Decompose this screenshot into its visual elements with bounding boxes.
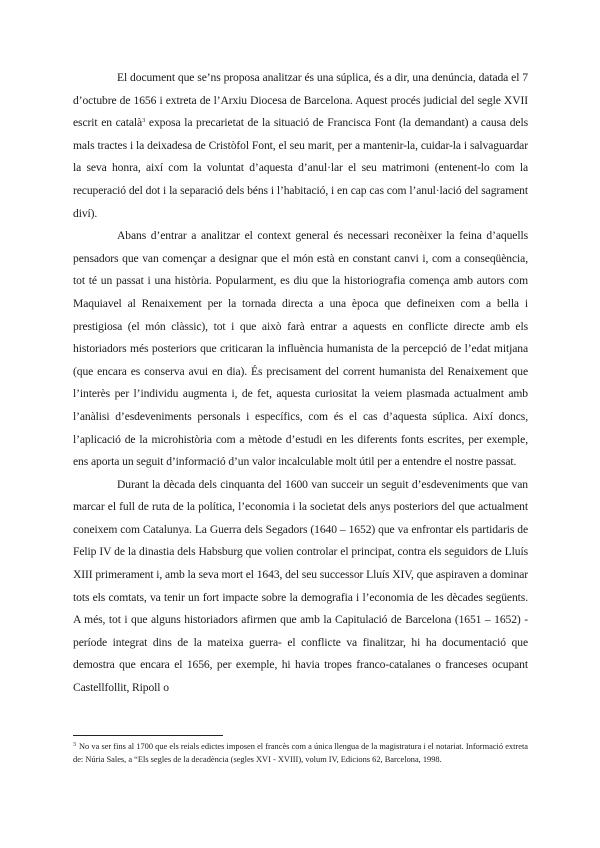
body-text — [73, 67, 528, 700]
paragraph-1 — [73, 67, 528, 225]
footnote-text: No va ser fins al 1700 que els reials edictes imposen el francès com a única llengua de la magistratura i el notariat. Informació extreta de: Núria Sales, a “Els segles de la decadència (segles XVI - XVIII), volum IV, Edicions 62, Barcelona, 1998. — [73, 742, 528, 764]
footnote-number: 3 — [73, 742, 76, 748]
paragraph-3: Durant la dècada dels cinquanta del 1600 van succeir un seguit d’esdeveniments que van marcar el full de ruta de la política, l’economia i la societat dels anys posteriors del que actualment coneixem com Catalunya. La Guerra dels Segadors (1640 – 1652) que va enfrontar els partidaris de Felip IV de la dinastia dels Habsburg que volien controlar el principat, contra els seguidors de Lluís XIII primerament i, amb la seva mort el 1643, del seu successor Lluís XIV, que aspiraven a dominar tots els comtats, va tenir un fort impacte sobre la demografia i l’economia de les dècades següents. A més, tot i que alguns historiadors afirmen que amb la Capitulació de Barcelona (1651 – 1652) -període integrat dins de la mateixa guerra- el conflicte va finalitzar, hi ha documentació que demostra que encara el 1656, per exemple, hi havia tropes franco-catalanes o franceses ocupant Castellfollit, Ripoll o — [73, 477, 528, 695]
paragraph-1-continuation: exposa la precarietat de la situació de Francisca Font (la demandant) a causa dels mals tractes i la deixadesa de Cristòfol Font, el seu marit, per a mantenir-la, cuidar-la i salvaguardar la seva honra, així com la voluntat d’aquesta d’anul·lar el seu matrimoni (entenent-lo com la recuperació del dot i la separació dels béns i l’habitació, i en cap cas com l’anul·lació del sagrament diví). — [73, 116, 528, 220]
paragraph-1-text: El document que se’ns proposa analitzar és una súplica, és a dir, una denúncia, datada el 7 d’octubre de 1656 i extreta de l’Arxiu Diocesa de Barcelona. Aquest procés judicial del segle XVII escrit en català — [73, 71, 528, 130]
paragraph-2: Abans d’entrar a analitzar el context general és necessari reconèixer la feina d’aquells pensadors que van començar a designar que el món està en constant canvi i, com a conseqüència, tot té un passat i una història. Popularment, es diu que la historiografia comença amb autors com Maquiavel al Renaixement per la tornada directa a una època que defineixen com a bella i prestigiosa (el món clàssic), tot i que això farà entrar a aquests en conflicte directe amb els historiadors més posteriors que criticaran la influència humanista de la percepció de l’edat mitjana (que encara es conserva avui en dia). És precisament del corrent humanista del Renaixement que l’interès per l’individu augmenta i, de fet, aquesta curiositat la veiem plasmada actualment amb l’anàlisi d’esdeveniments personals i específics, com és el cas d’aquesta súplica. Així doncs, l’aplicació de la microhistòria com a mètode d’estudi en les diferents fonts escrites, per exemple, ens aporta un seguit d’informació d’un valor incalculable molt útil per a entendre el nostre passat. — [73, 229, 528, 469]
footnote-separator — [73, 735, 223, 736]
footnote-3 — [73, 740, 528, 766]
footnotes — [73, 740, 528, 766]
footnote-reference: 3 — [142, 117, 146, 125]
